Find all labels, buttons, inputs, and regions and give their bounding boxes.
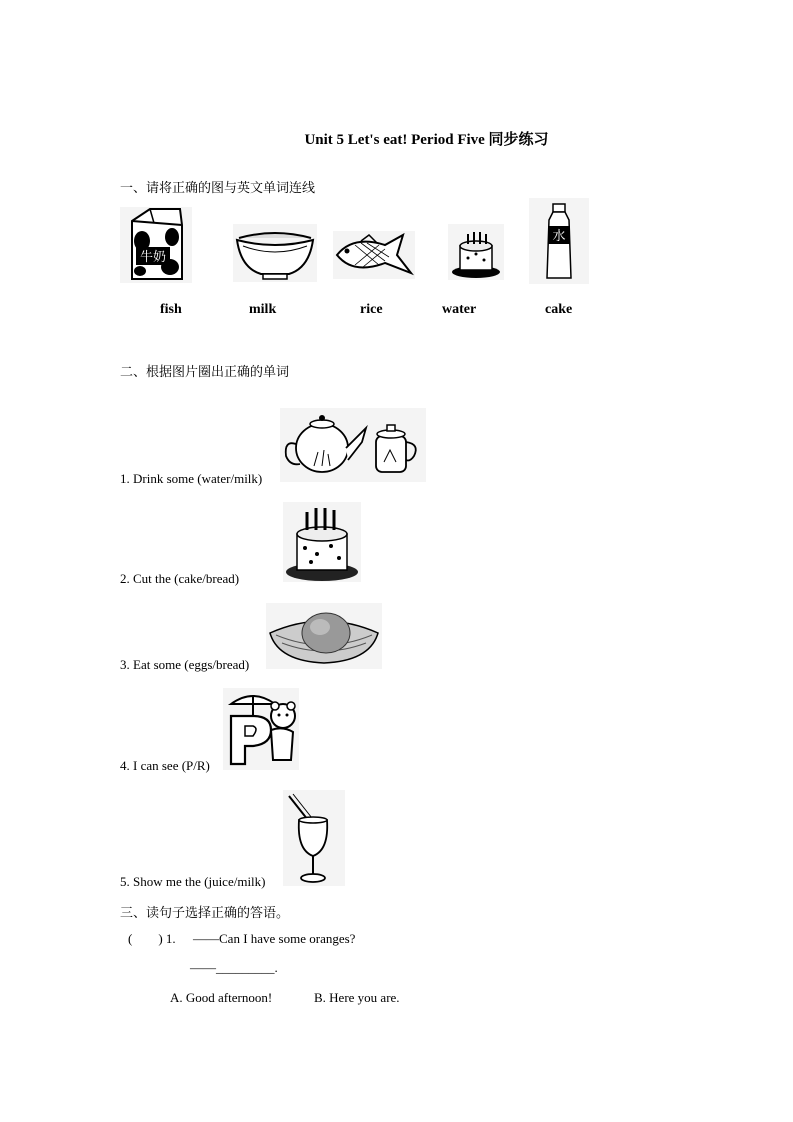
section3-heading: 三、读句子选择正确的答语。 xyxy=(120,906,290,921)
bread-basket-icon xyxy=(266,603,382,669)
rice-bowl-icon xyxy=(233,224,317,282)
question-3-1: ——Can I have some oranges? xyxy=(193,931,356,946)
letter-p-bear-icon xyxy=(223,688,299,770)
page-title: Unit 5 Let's eat! Period Five 同步练习 xyxy=(304,132,549,148)
question-4: 4. I can see (P/R) xyxy=(120,758,210,773)
question-3: 3. Eat some (eggs/bread) xyxy=(120,657,250,672)
word-milk: milk xyxy=(249,302,277,317)
milk-label: 牛奶 xyxy=(139,250,167,265)
cake-icon xyxy=(448,224,504,280)
answer-bracket[interactable]: ( ) 1. xyxy=(128,931,176,946)
fish-icon xyxy=(333,231,415,279)
teapot-cup-icon xyxy=(280,408,426,482)
word-fish: fish xyxy=(160,302,182,317)
answer-line: ——_________. xyxy=(190,960,278,975)
cake-icon-2 xyxy=(283,502,361,582)
bottle-label: 水 xyxy=(552,229,566,244)
milk-carton-icon xyxy=(120,207,192,283)
section2-heading: 二、根据图片圈出正确的单词 xyxy=(120,365,290,380)
question-2: 2. Cut the (cake/bread) xyxy=(120,571,240,586)
water-bottle-icon xyxy=(529,198,589,284)
word-cake: cake xyxy=(545,302,573,317)
option-b: B. Here you are. xyxy=(314,990,400,1005)
juice-glass-icon xyxy=(283,790,345,886)
section1-heading: 一、请将正确的图与英文单词连线 xyxy=(120,181,316,196)
word-water: water xyxy=(442,302,477,317)
option-a: A. Good afternoon! xyxy=(170,990,273,1005)
question-1: 1. Drink some (water/milk) xyxy=(120,471,263,486)
word-rice: rice xyxy=(360,302,383,317)
question-5: 5. Show me the (juice/milk) xyxy=(120,874,266,889)
